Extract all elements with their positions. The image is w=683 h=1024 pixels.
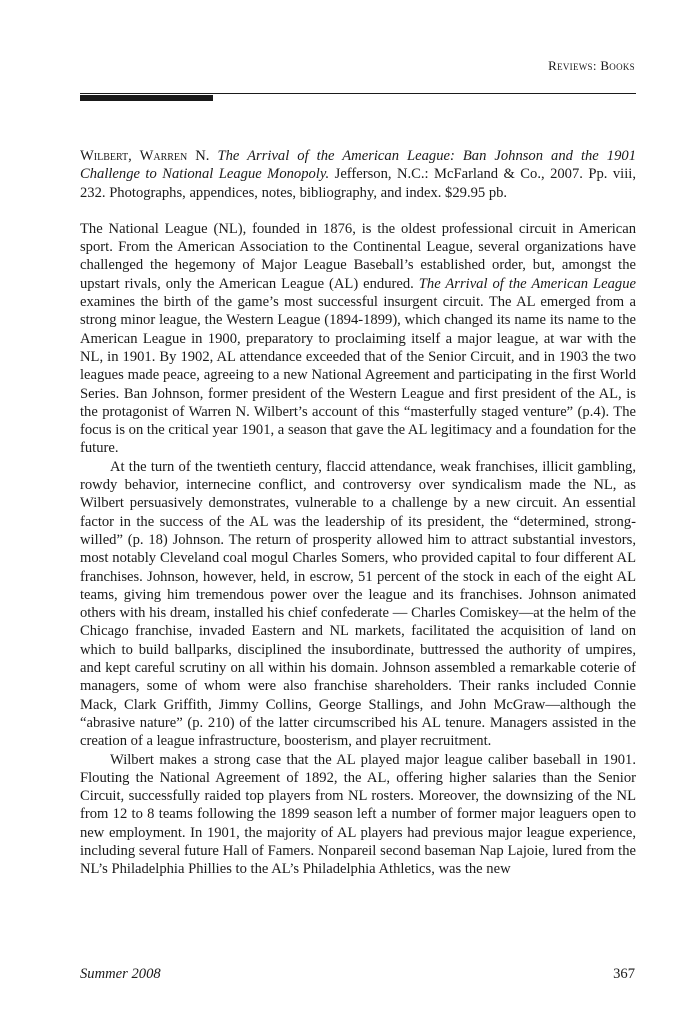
review-body — [80, 220, 636, 879]
running-head: Reviews: Books — [548, 58, 635, 73]
citation-title: The Arrival of the American League: Ban Johnson and the 1901 Challenge to National League Monopoly. — [80, 148, 636, 183]
review-content — [80, 147, 636, 879]
header-rule — [80, 93, 636, 94]
header-rule-accent — [80, 95, 213, 101]
footer-issue: Summer 2008 — [80, 966, 161, 982]
paragraph-1 — [80, 220, 636, 458]
page-number: 367 — [613, 966, 635, 982]
paragraph-1-book-title: The Arrival of the American League — [418, 275, 637, 292]
paragraph-3: Wilbert makes a strong case that the AL played major league caliber baseball in 1901. Flouting the National Agreement of 1892, the AL, offering higher salaries than the Senior Circuit, successfully raided top players from NL rosters. Moreover, the downsizing of the NL from 12 to 8 teams following the 1899 season left a number of former major leaguers open to new employment. In 1901, the majority of AL players had previous major league experience, including several future Hall of Famers. Nonpareil second baseman Nap Lajoie, lured from the NL’s Philadelphia Phillies to the AL’s Philadelphia Athletics, was the new — [80, 751, 636, 878]
citation-details: Jefferson, N.C.: McFarland & Co., 2007. Pp. viii, 232. Photographs, appendices, notes, bibliography, and index. $29.95 pb. — [80, 166, 636, 201]
paragraph-2: At the turn of the twentieth century, flaccid attendance, weak franchises, illicit gambling, rowdy behavior, internecine conflict, and controversy over syndicalism made the NL, as Wilbert persuasively demonstrates, vulnerable to a challenge by a new circuit. An essential factor in the success of the AL was the leadership of its president, the “determined, strong-willed” (p. 18) Johnson. The return of prosperity allowed him to attract substantial investors, most notably Cleveland coal mogul Charles Somers, who provided capital to four different AL franchises. Johnson, however, held, in escrow, 51 percent of the stock in each of the eight AL teams, giving him tremendous power over the league and its franchises. Johnson animated others with his dream, installed his chief confederate — Charles Comiskey—at the helm of the Chicago franchise, invaded Eastern and NL markets, facilitated the acquisition of land on which to build ballparks, disciplined the insubordinate, buttressed the authority of umpires, and kept careful scrutiny on all within his domain. Johnson assembled a remarkable coterie of managers, some of whom were also franchise shareholders. Their ranks included Connie Mack, Clark Griffith, Jimmy Collins, George Stallings, and John McGraw—although the “abrasive nature” (p. 210) of the latter circumscribed his AL tenure. Managers assisted in the creation of a league infrastructure, boosterism, and player recruitment. — [80, 458, 636, 750]
book-citation — [80, 147, 636, 202]
paragraph-1-text-a: The National League (NL), founded in 1876, is the oldest professional circuit in American sport. From the American Association to the Continental League, several organizations have challenged the hegemony of Major League Baseball’s established order, but, amongst the upstart rivals, only the American League (AL) endured. — [80, 220, 636, 292]
citation-author: Wilbert, Warren N. — [80, 148, 210, 164]
paragraph-1-text-b: examines the birth of the game’s most successful insurgent circuit. The AL emerged from a strong minor league, the Western League (1894-1899), which changed its name its name to the American League in 1900, preparatory to proclaiming itself a major league, at war with the NL, in 1901. By 1902, AL attendance exceeded that of the Senior Circuit, and in 1903 the two leagues made peace, agreeing to a new National Agreement and participating in the first World Series. Ban Johnson, former president of the Western League and first president of the AL, is the protagonist of Warren N. Wilbert’s account of this “masterfully staged venture” (p.4). The focus is on the critical year 1901, a season that gave the AL legitimacy and a foundation for the future. — [80, 294, 636, 457]
